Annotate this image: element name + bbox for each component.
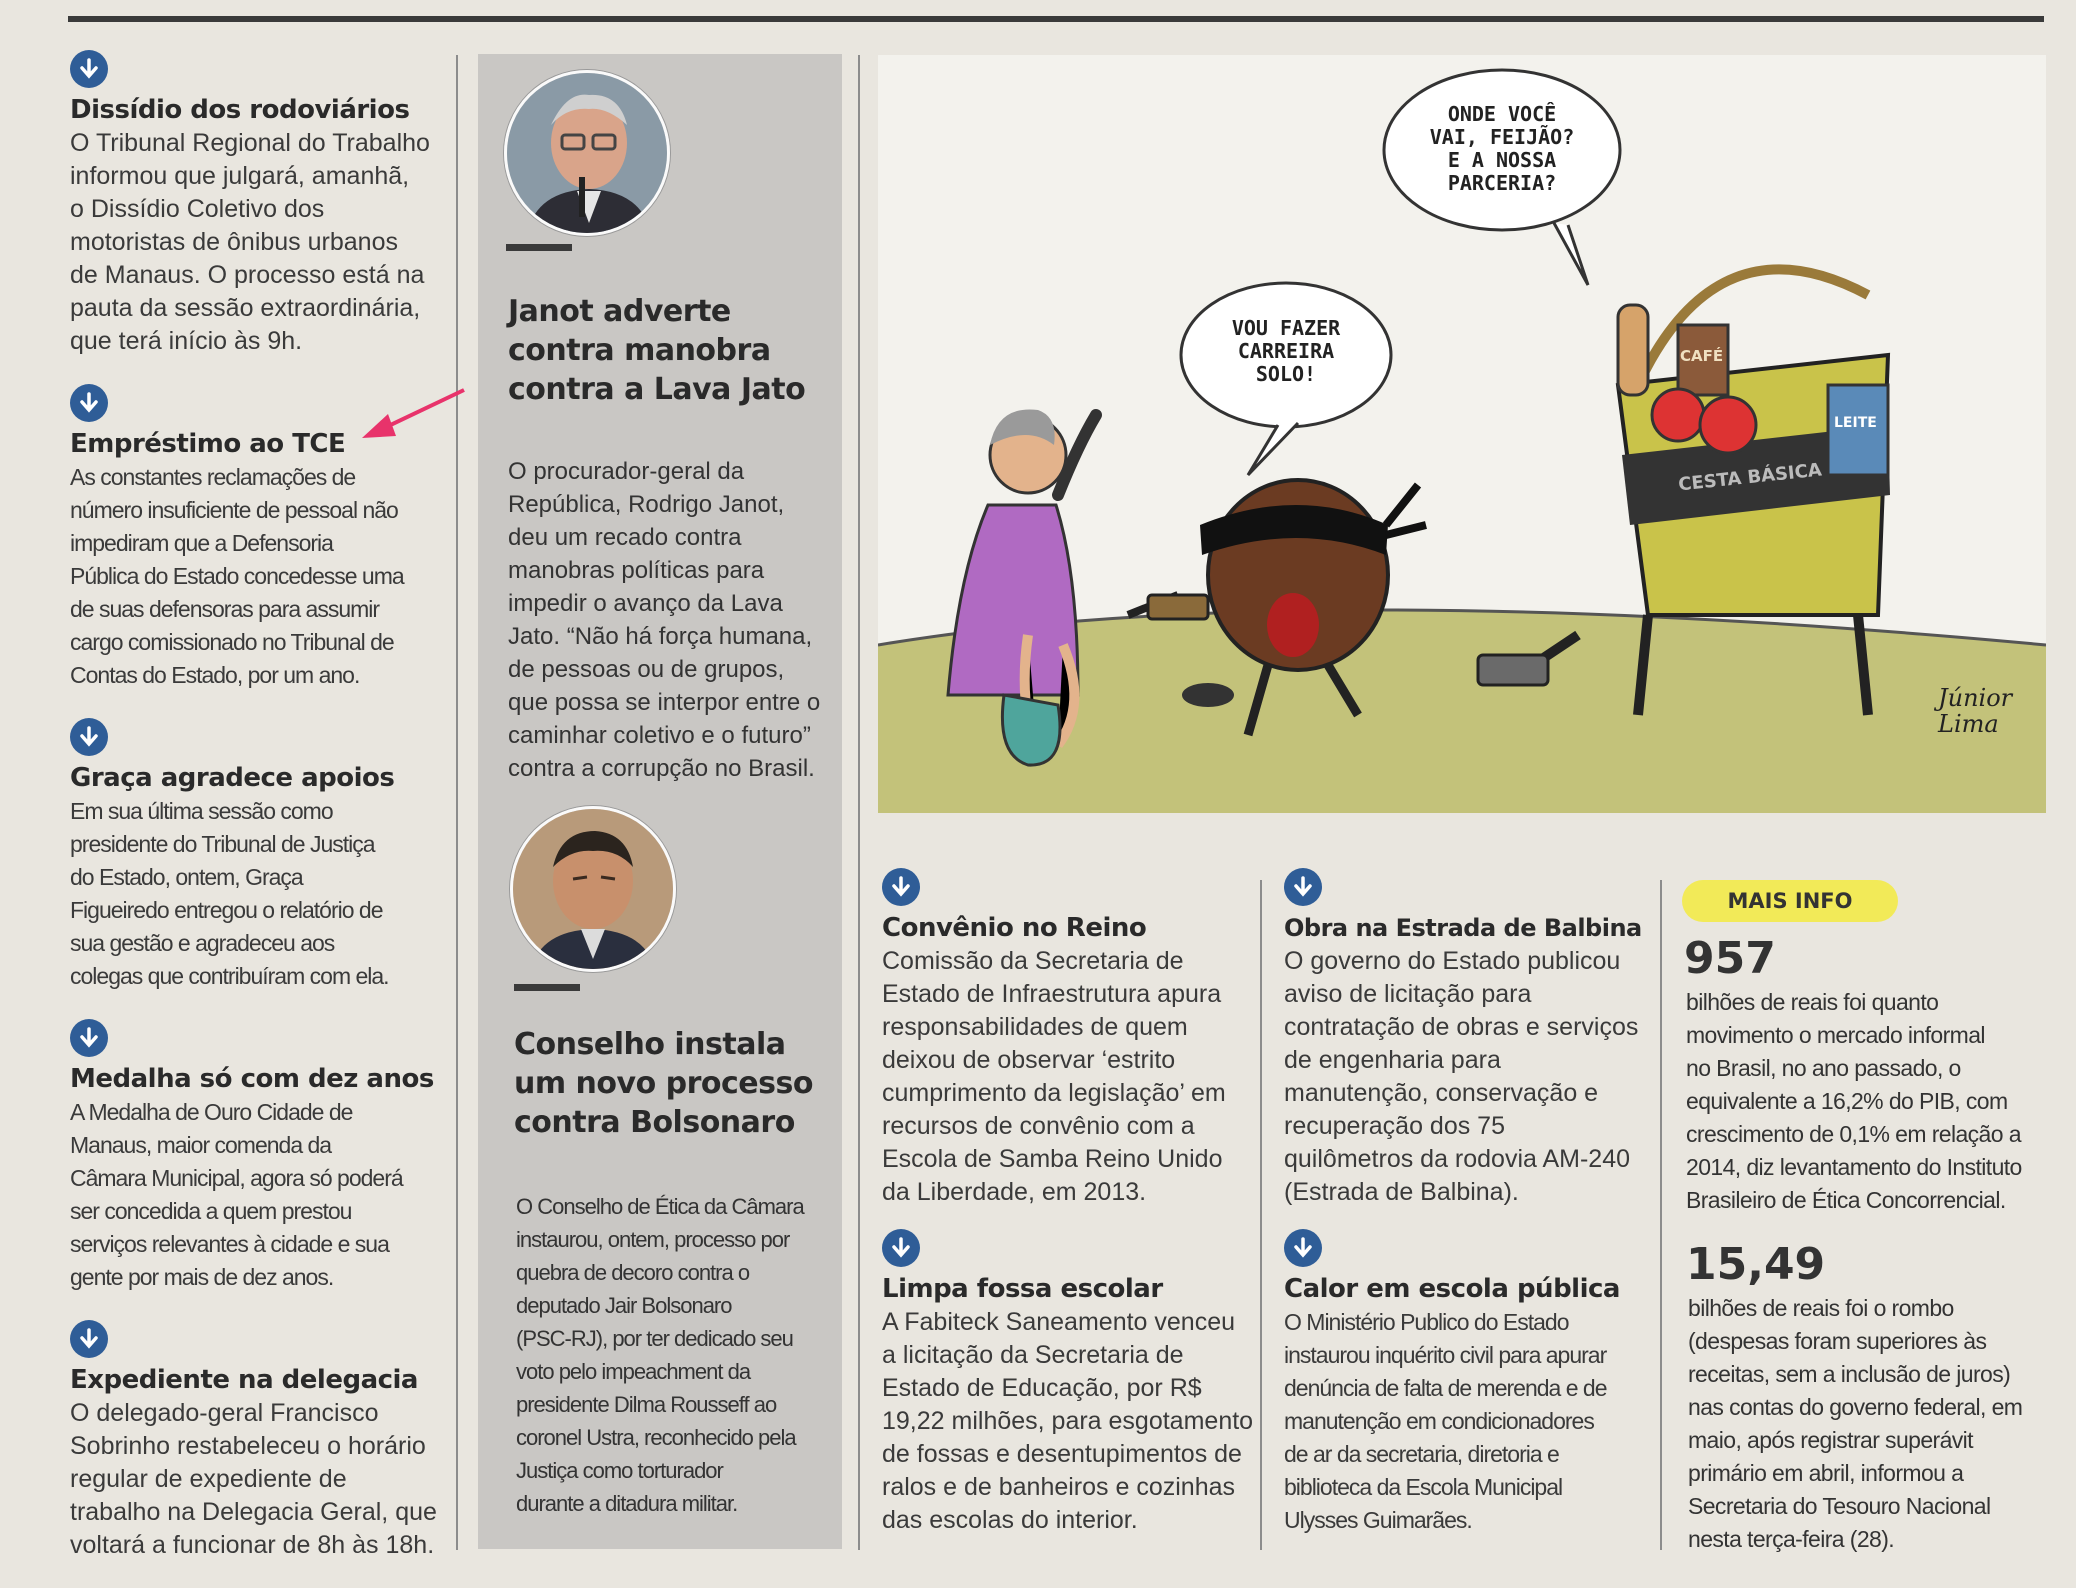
news-body: O governo do Estado publicou aviso de licitação para contratação de obras e serviços de engenharia para manutenção, conservação e recuperação dos 75 quilômetros da rodovia AM-240 (Estrada de Balbina).: [1284, 947, 1639, 1206]
divider-dash: [514, 984, 580, 991]
down-arrow-icon: [1284, 1229, 1322, 1267]
news-body: Em sua última sessão como presidente do Tribunal de Justiça do Estado, ontem, Graça Figueiredo entregou o relatório de sua gestão e agradeceu aos colegas que contribuíram com ela.: [70, 798, 389, 989]
story-headline: Janot adverte contra manobra contra a Lava Jato: [508, 294, 806, 407]
divider-dash: [506, 244, 572, 251]
news-item: [882, 868, 1254, 1209]
speech-bubble-text: ONDE VOCÊ VAI, FEIJÃO? E A NOSSA PARCERIA?: [1429, 102, 1575, 195]
news-item: [70, 50, 455, 358]
news-body: O Ministério Publico do Estado instaurou inquérito civil para apurar denúncia de falta de merenda e de manutenção em condicionadores de ar da secretaria, diretoria e biblioteca da Escola Municipal Ulysses Guimarães.: [1284, 1309, 1607, 1533]
news-title: Calor em escola pública: [1284, 1274, 1620, 1304]
news-body: Comissão da Secretaria de Estado de Infraestrutura apura responsabilidades de quem deixou de observar ‘estrito cumprimento da legislação’ em recursos de convênio com a Escola de Samba Reino Unido da Liberdade, em 2013.: [882, 947, 1226, 1206]
news-item: [70, 1019, 455, 1294]
basket-band-label: CESTA BÁSICA: [1677, 459, 1823, 496]
column-divider: [1260, 880, 1262, 1550]
artist-signature: Júnior Lima: [1938, 684, 2013, 738]
news-title: Limpa fossa escolar: [882, 1274, 1163, 1304]
portrait-photo: [510, 806, 676, 972]
stat-number: 957: [1684, 933, 1776, 984]
down-arrow-icon: [70, 1320, 108, 1358]
news-title: Graça agradece apoios: [70, 763, 395, 793]
speech-bubble-text: VOU FAZER CARREIRA SOLO!: [1231, 316, 1341, 386]
coffee-label: CAFÉ: [1680, 347, 1724, 365]
news-title: Expediente na delegacia: [70, 1365, 418, 1395]
milk-label: LEITE: [1834, 415, 1877, 431]
stat-text: bilhões de reais foi o rombo (despesas foram superiores às receitas, sem a inclusão de juros) nas contas do governo federal, em maio, após registrar superávit primário em abril, informou a Secretaria do Tesouro Nacional nesta terça-feira (28).: [1688, 1295, 2023, 1552]
news-title: Empréstimo ao TCE: [70, 429, 346, 459]
stat-number: 15,49: [1686, 1239, 1826, 1290]
news-title: Medalha só com dez anos: [70, 1064, 434, 1094]
news-item: [70, 718, 455, 993]
portrait-photo: [504, 70, 670, 236]
news-item: [1284, 1229, 1656, 1537]
left-column: [70, 50, 455, 1588]
column-divider: [456, 55, 458, 1550]
news-item: [882, 1229, 1254, 1537]
down-arrow-icon: [1284, 868, 1322, 906]
right-column: [1284, 868, 1656, 1563]
editorial-cartoon: [878, 55, 2046, 813]
story-body: O Conselho de Ética da Câmara instaurou, ontem, processo por quebra de decoro contra o deputado Jair Bolsonaro (PSC-RJ), por ter dedicado seu voto pelo impeachment da presidente Dilma Rousseff ao coronel Ustra, reconhecido pela Justiça como torturador durante a ditadura militar.: [516, 1194, 804, 1516]
news-title: Convênio no Reino: [882, 913, 1147, 943]
story-headline: Conselho instala um novo processo contra Bolsonaro: [514, 1027, 813, 1140]
news-body: A Medalha de Ouro Cidade de Manaus, maior comenda da Câmara Municipal, agora só poderá ser concedida a quem prestou serviços relevantes à cidade e sua gente por mais de dez anos.: [70, 1099, 403, 1290]
middle-column: [882, 868, 1254, 1563]
pointer-arrow-icon: [360, 386, 468, 444]
down-arrow-icon: [70, 1019, 108, 1057]
mais-info-badge: MAIS INFO: [1682, 880, 1898, 922]
stat-text: bilhões de reais foi quanto movimento o mercado informal no Brasil, no ano passado, o equivalente a 16,2% do PIB, com crescimento de 0,1% em relação a 2014, diz levantamento do Instituto Brasileiro de Ética Concorrencial.: [1686, 989, 2022, 1213]
down-arrow-icon: [882, 868, 920, 906]
news-body: O delegado-geral Francisco Sobrinho restabeleceu o horário regular de expediente de trabalho na Delegacia Geral, que voltará a funcionar de 8h às 18h.: [70, 1399, 437, 1559]
column-divider: [1660, 880, 1662, 1550]
news-item: [1284, 868, 1656, 1209]
news-body: A Fabiteck Saneamento venceu a licitação da Secretaria de Estado de Educação, por R$ 19,22 milhões, para esgotamento de fossas e desentupimentos de ralos e de banheiros e cozinhas das escolas do interior.: [882, 1308, 1254, 1534]
down-arrow-icon: [70, 718, 108, 756]
column-divider: [858, 55, 860, 1550]
news-title: Dissídio dos rodoviários: [70, 95, 410, 125]
news-body: As constantes reclamações de número insuficiente de pessoal não impediram que a Defensoria Pública do Estado concedesse uma de suas defensoras para assumir cargo comissionado no Tribunal de Contas do Estado, por um ano.: [70, 464, 404, 688]
news-item: [70, 1320, 455, 1562]
news-body: O Tribunal Regional do Trabalho informou que julgará, amanhã, o Dissídio Coletivo dos motoristas de ônibus urbanos de Manaus. O processo está na pauta da sessão extraordinária, que terá início às 9h.: [70, 129, 430, 355]
down-arrow-icon: [70, 50, 108, 88]
top-rule: [68, 16, 2044, 22]
story-body: O procurador-geral da República, Rodrigo Janot, deu um recado contra manobras políticas para impedir o avanço da Lava Jato. “Não há força humana, de pessoas ou de grupos, que possa se interpor entre o caminhar coletivo e o futuro” contra a corrupção no Brasil.: [508, 458, 821, 782]
down-arrow-icon: [882, 1229, 920, 1267]
news-title: Obra na Estrada de Balbina: [1284, 914, 1642, 942]
down-arrow-icon: [70, 384, 108, 422]
